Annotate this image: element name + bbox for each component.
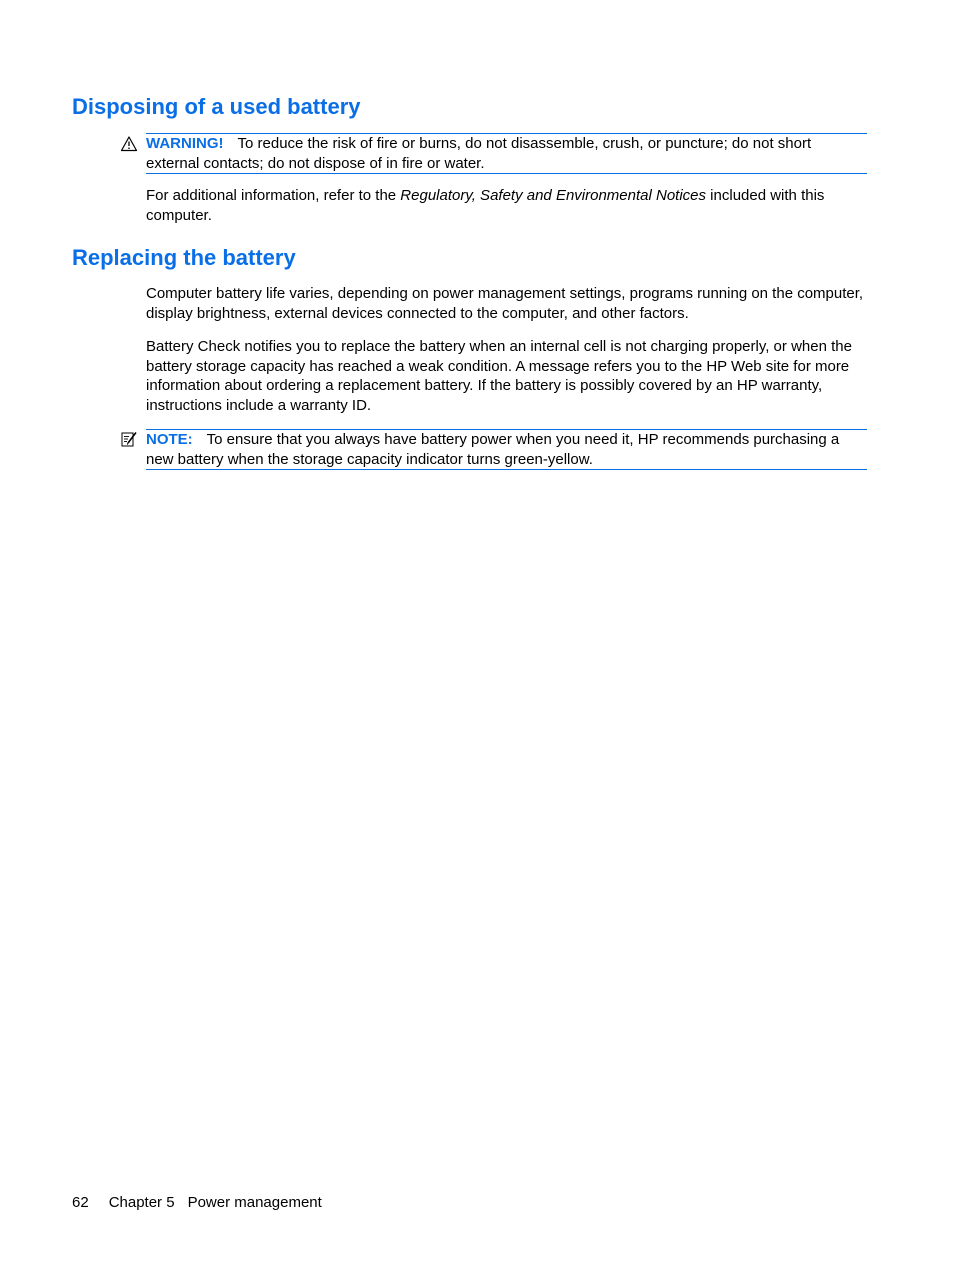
note-callout <box>146 429 867 470</box>
regulatory-text-after: included with this computer. <box>146 187 825 224</box>
battery-check-paragraph: Battery Check notifies you to replace the battery when an internal cell is not charging properly, or when the battery storage capacity has reached a weak condition. A message refers you to the HP Web site for more information about ordering a replacement battery. If the battery is possibly covered by an HP warranty, instructions include a warranty ID. <box>146 338 852 414</box>
footer-chapter-title: Power management <box>187 1194 322 1211</box>
page-footer <box>72 1193 322 1212</box>
section-heading-replacing: Replacing the battery <box>72 245 296 270</box>
section-heading-disposing: Disposing of a used battery <box>72 94 361 119</box>
warning-label: WARNING! <box>146 135 224 152</box>
regulatory-notices-title: Regulatory, Safety and Environmental Notices <box>400 187 707 204</box>
note-label: NOTE: <box>146 431 193 448</box>
regulatory-text-before: For additional information, refer to the <box>146 187 401 204</box>
note-pencil-icon <box>120 430 138 448</box>
warning-callout <box>146 133 867 174</box>
warning-text: To reduce the risk of fire or burns, do not disassemble, crush, or puncture; do not short external contacts; do not dispose of in fire or water. <box>146 135 812 172</box>
warning-triangle-icon <box>120 135 138 153</box>
page-number: 62 <box>72 1194 89 1211</box>
footer-chapter: Chapter 5 <box>108 1194 175 1211</box>
regulatory-paragraph <box>146 186 868 225</box>
battery-life-paragraph: Computer battery life varies, depending on power management settings, programs running on the computer, display brightness, external devices connected to the computer, and other factors. <box>146 285 864 322</box>
note-text: To ensure that you always have battery power when you need it, HP recommends purchasing a new battery when the storage capacity indicator turns green-yellow. <box>146 431 840 468</box>
